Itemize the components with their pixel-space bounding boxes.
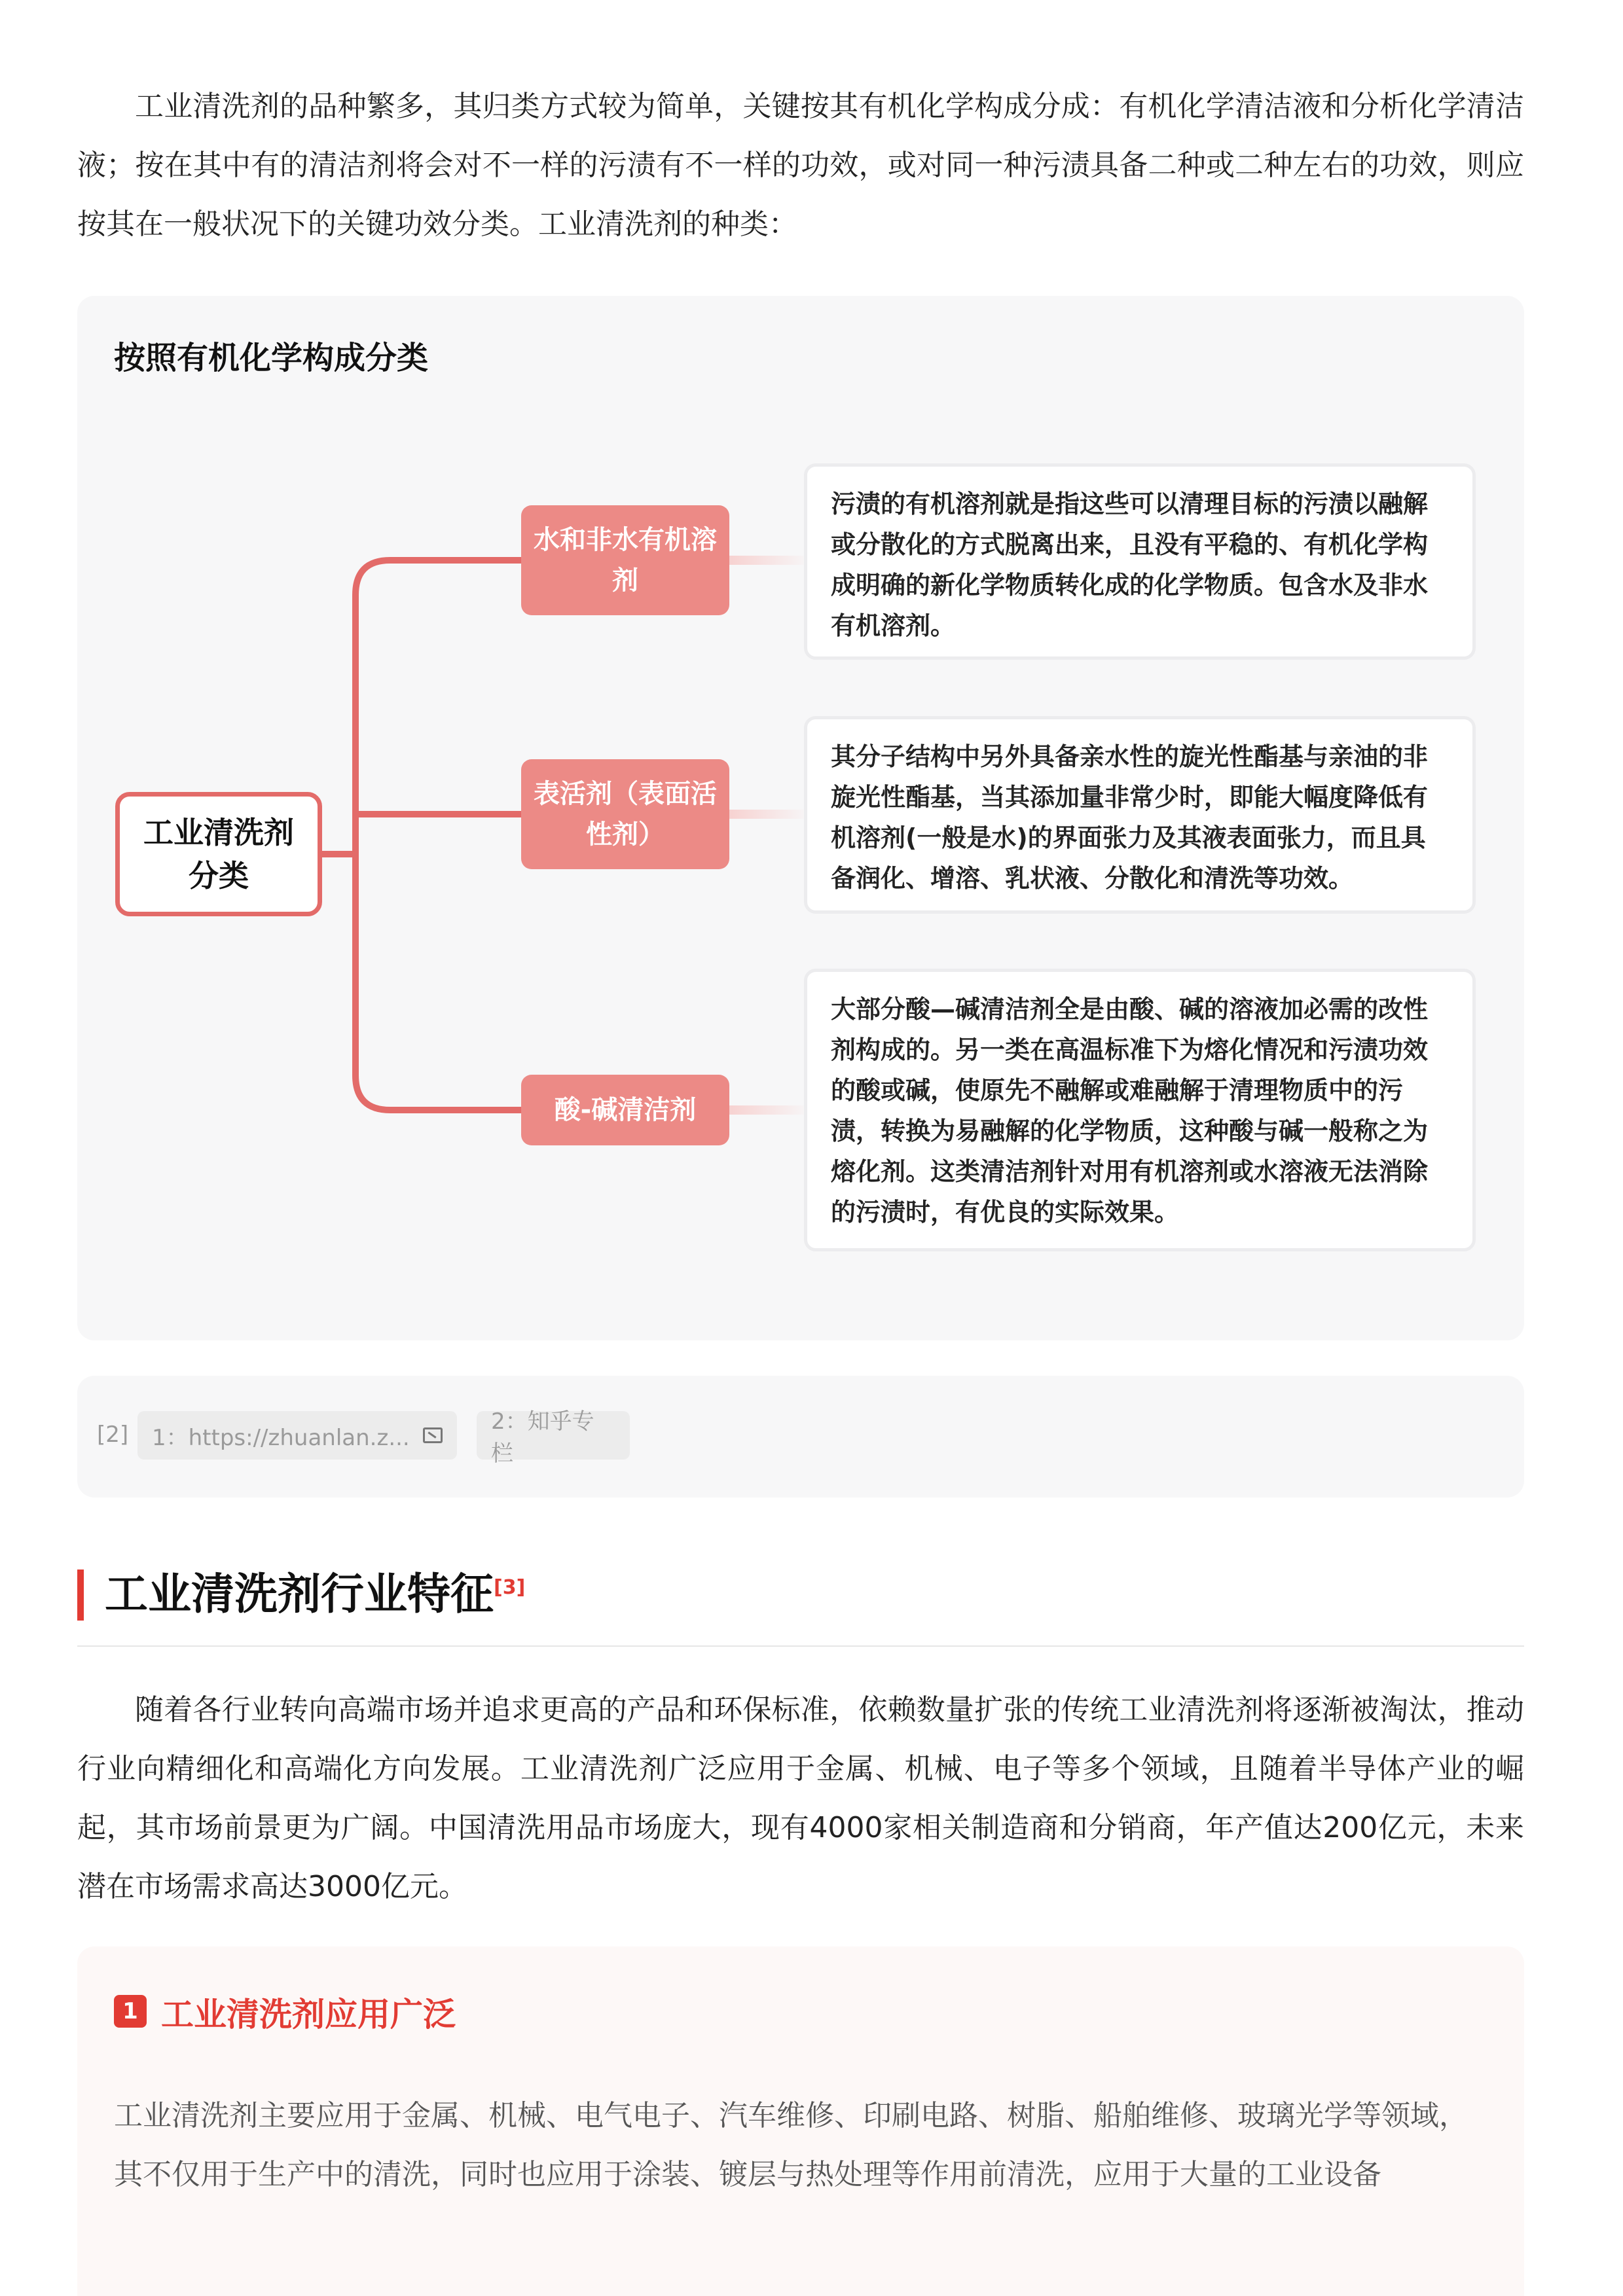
tree-line-branch-2	[356, 854, 521, 1110]
branch-connector	[729, 1105, 811, 1115]
card-text: 工业清洗剂主要应用于金属、机械、电气电子、汽车维修、印刷电路、树脂、船舶维修、玻璃光学等领域，其不仅用于生产中的清洗，同时也应用于涂装、镀层与热处理等作用前清洗，应用于大量的工业设备	[114, 2099, 1468, 2191]
reference-link-label: 1：https://zhuanlan.z...	[152, 1424, 410, 1451]
highlight-card	[77, 1946, 1524, 2296]
branch-connector	[729, 556, 811, 565]
section-paragraph: 随着各行业转向高端市场并追求更高的产品和环保标准，依赖数量扩张的传统工业清洗剂将逐渐被淘汰，推动行业向精细化和高端化方向发展。工业清洗剂广泛应用于金属、机械、电子等多个领域，且随着半导体产业的崛起，其市场前景更为广阔。中国清洗用品市场庞大，现有4000家相关制造商和分销商，年产值达200亿元，未来潜在市场需求高达3000亿元。	[77, 1693, 1524, 1903]
section-title-text: 工业清洗剂行业特征	[105, 1569, 494, 1619]
mindmap-panel	[77, 296, 1524, 1340]
reference-link-1[interactable]	[137, 1411, 457, 1460]
branch-node-solvent: 水和非水有机溶剂	[521, 505, 729, 615]
reference-link-label: 2：知乎专栏	[491, 1408, 594, 1467]
branch-description-solvent: 污渍的有机溶剂就是指这些可以清理目标的污渍以融解或分散化的方式脱离出来，且没有平稳的、有机化学构成明确的新化学物质转化成的化学物质。包含水及非水有机溶剂。	[804, 463, 1476, 660]
reference-bar	[77, 1376, 1524, 1498]
tree-line-branch-0	[356, 560, 521, 854]
branch-connector	[729, 810, 811, 819]
reference-link-2[interactable]	[477, 1408, 630, 1467]
section-title	[105, 1559, 525, 1621]
branch-description-acid-base: 大部分酸—碱清洁剂全是由酸、碱的溶液加必需的改性剂构成的。另一类在高温标准下为熔化情况和污渍功效的酸或碱，使原先不融解或难融解于清理物质中的污渍，转换为易融解的化学物质，这种酸与碱一般称之为熔化剂。这类清洁剂针对用有机溶剂或水溶液无法消除的污渍时，有优良的实际效果。	[804, 969, 1476, 1251]
intro-paragraph: 工业清洗剂的品种繁多，其归类方式较为简单，关键按其有机化学构成分成：有机化学清洁液和分析化学清洁液；按在其中有的清洁剂将会对不一样的污渍有不一样的功效，或对同一种污渍具备二种或二种左右的功效，则应按其在一般状况下的关键功效分类。工业清洗剂的种类：	[77, 90, 1524, 241]
section-accent-bar	[77, 1570, 84, 1621]
reference-index: [2]	[97, 1422, 129, 1448]
branch-description-surfactant: 其分子结构中另外具备亲水性的旋光性酯基与亲油的非旋光性酯基，当其添加量非常少时，即能大幅度降低有机溶剂(一般是水)的界面张力及其液表面张力，而且具备润化、增溶、乳状液、分散化和清洗等功效。	[804, 716, 1476, 914]
section-citation-link[interactable]: [3]	[494, 1576, 526, 1599]
mindmap-title: 按照有机化学构成分类	[114, 340, 429, 376]
section-divider	[77, 1645, 1524, 1647]
card-title: 工业清洗剂应用广泛	[161, 1996, 456, 2034]
branch-node-surfactant: 表活剂（表面活性剂）	[521, 759, 729, 869]
branch-node-acid-base: 酸-碱清洁剂	[521, 1075, 729, 1145]
image-icon	[423, 1427, 443, 1443]
tree-line-branch-1	[356, 814, 521, 854]
mindmap-root-node: 工业清洗剂分类	[115, 792, 322, 916]
card-number-badge: 1	[114, 1995, 147, 2028]
